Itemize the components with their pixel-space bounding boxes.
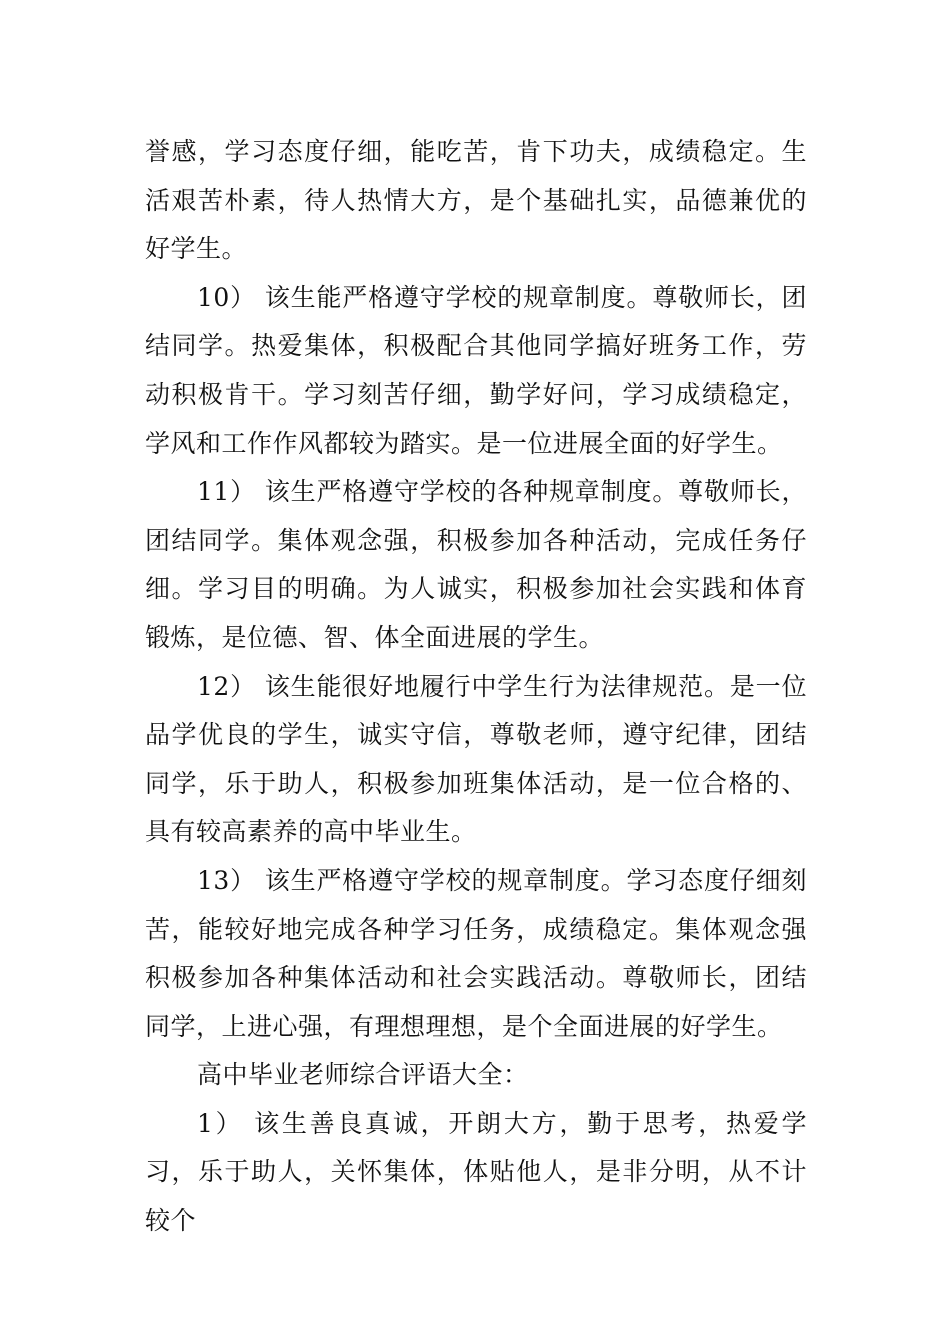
section-heading: 高中毕业老师综合评语大全：: [197, 1060, 529, 1090]
document-body: [145, 128, 807, 1246]
paragraph-continuation: 誉感，学习态度仔细，能吃苦，肯下功夫，成绩稳定。生活艰苦朴素，待人热情大方，是个基础扎实，品德兼优的好学生。: [145, 137, 807, 264]
paragraph-item-1: 1） 该生善良真诚，开朗大方，勤于思考，热爱学习，乐于助人，关怀集体，体贴他人，是非分明，从不计较个: [145, 1108, 807, 1236]
paragraph-item-10: 10） 该生能严格遵守学校的规章制度。尊敬师长，团结同学。热爱集体，积极配合其他同学搞好班务工作，劳动积极肯干。学习刻苦仔细，勤学好问，学习成绩稳定，学风和工作作风都较为踏实。是一位进展全面的好学生。: [145, 282, 807, 458]
paragraph-item-11: 11） 该生严格遵守学校的各种规章制度。尊敬师长，团结同学。集体观念强，积极参加各种活动，完成任务仔细。学习目的明确。为人诚实，积极参加社会实践和体育锻炼，是位德、智、体全面进展的学生。: [145, 477, 807, 652]
paragraph-item-12: 12） 该生能很好地履行中学生行为法律规范。是一位品学优良的学生，诚实守信，尊敬老师，遵守纪律，团结同学，乐于助人，积极参加班集体活动，是一位合格的、具有较高素养的高中毕业生。: [145, 671, 807, 847]
paragraph-item-13: 13） 该生严格遵守学校的规章制度。学习态度仔细刻苦，能较好地完成各种学习任务，成绩稳定。集体观念强积极参加各种集体活动和社会实践活动。尊敬师长，团结同学，上进心强，有理想理想，是个全面进展的好学生。: [145, 865, 807, 1041]
